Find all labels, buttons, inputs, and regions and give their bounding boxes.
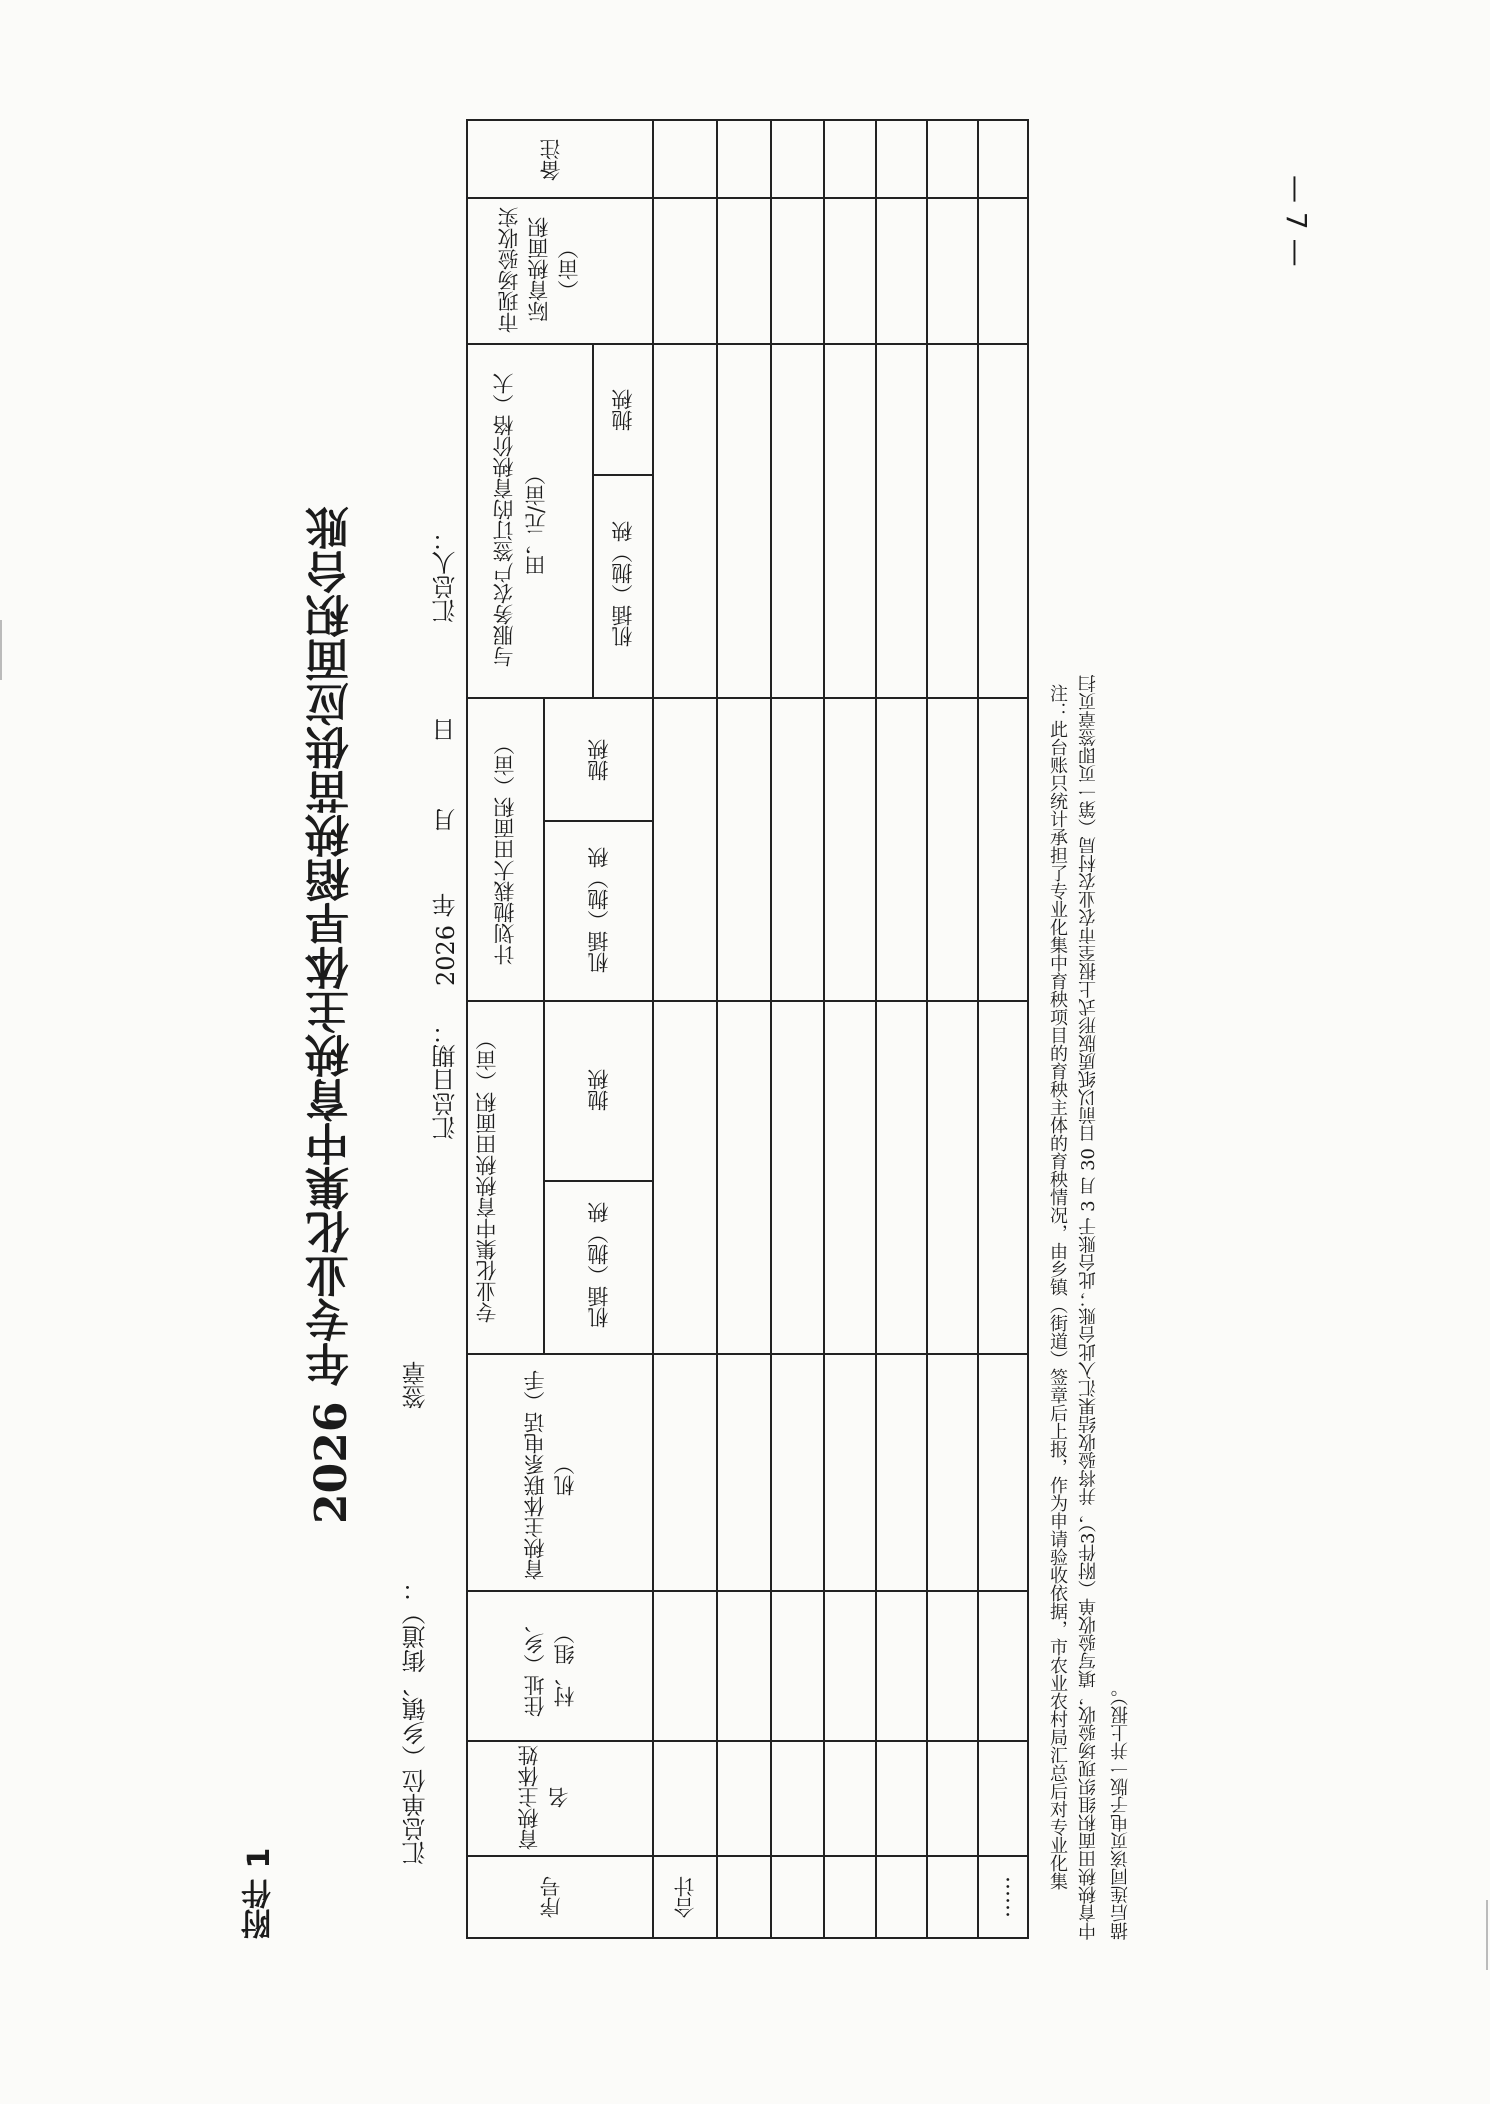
col-header-plan-machine: 机插（抛）秧 bbox=[587, 847, 611, 973]
col-header-plan-throw: 抛秧 bbox=[587, 739, 611, 781]
col-header-price-throw: 抛秧 bbox=[611, 389, 635, 431]
scan-edge-mark bbox=[1486, 1900, 1488, 1970]
date-label: 汇总日期： bbox=[432, 1020, 460, 1140]
collector-label: 汇总人： bbox=[432, 527, 460, 623]
col-header-area-throw: 抛秧 bbox=[587, 1069, 611, 1111]
col-header-plan-group: 计划抛栽大田面积（亩） bbox=[493, 734, 517, 966]
col-header-address: 住址（乡、村、组） bbox=[523, 1612, 577, 1718]
date-day: 日 bbox=[432, 718, 460, 742]
col-header-contact: 育秧主体联系电话（手机） bbox=[523, 1370, 577, 1580]
col-header-area-group: 专业化集中育秧秧田面积（亩） bbox=[475, 1029, 499, 1324]
col-header-seq: 序号 bbox=[539, 1876, 563, 1918]
page-number: — 7 — bbox=[1280, 175, 1313, 267]
col-header-field-area: 市现场验收实际育秧面积（亩） bbox=[497, 207, 581, 333]
col-header-price-machine: 机插（抛）秧 bbox=[611, 521, 635, 647]
col-header-price-group: 与服务农户签订的育秧价格（大田，元/亩） bbox=[492, 373, 548, 667]
col-header-name: 育秧主体姓名 bbox=[517, 1745, 571, 1850]
page-title: 2026 年专业化集中育秧主体早稻秧苗供应面积台账 bbox=[306, 506, 357, 1524]
date-month: 月 bbox=[432, 808, 460, 832]
note-line-1: 注：此台账只统计承担了专业化集中育秧项目的育秧主体的育秧情况，由乡镇（街道）签章后上报，作为申请验收依据，市农业农村局汇总后对专业化集 bbox=[1047, 684, 1068, 1890]
note-line-2: 中育秧秧田面积组织现场验收，填写验收单（附件3），并将验收结果汇入此台账；此台账于 3 月 30 日前以纸质版形式上报至市农业农村局（第一页即签章页扫 bbox=[1078, 674, 1099, 1940]
col-header-area-machine: 机插（抛）秧 bbox=[587, 1202, 611, 1328]
scan-edge-mark bbox=[0, 620, 2, 680]
row-label-total: 合计 bbox=[673, 1876, 697, 1918]
row-label-ellipsis: …… bbox=[990, 1876, 1014, 1918]
unit-label: 汇总单位（乡镇、街道）： bbox=[402, 1577, 430, 1865]
seal-label: 签章 bbox=[402, 1361, 430, 1409]
attachment-label: 附件 1 bbox=[242, 1847, 277, 1939]
col-header-remark: 备注 bbox=[539, 139, 563, 181]
date-year: 2026 年 bbox=[432, 893, 460, 987]
note-line-3: 描后连同该页电子版一并上报）。 bbox=[1110, 1679, 1131, 1940]
